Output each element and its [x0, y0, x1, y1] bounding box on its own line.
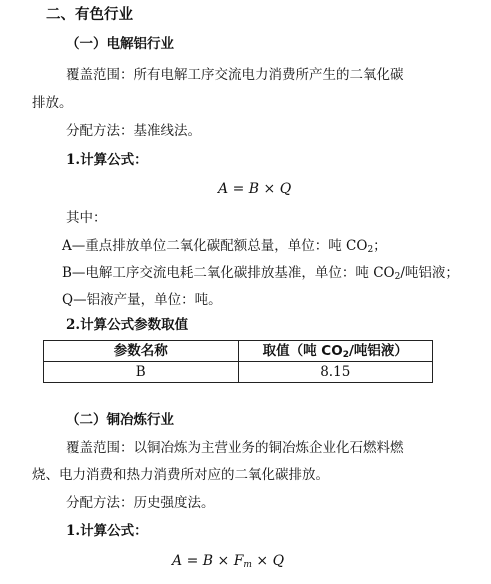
formula-heading-aluminum: 1.计算公式：	[66, 152, 148, 168]
formula-times: ×	[251, 553, 273, 569]
table-row	[44, 362, 433, 383]
formula-times: ×	[259, 181, 280, 197]
formula-heading-copper: 1.计算公式：	[66, 523, 148, 539]
coverage-aluminum-line1: 覆盖范围：所有电解工序交流电力消费所产生的二氧化碳	[66, 67, 404, 83]
subsection-heading-aluminum: （一）电解铝行业	[66, 36, 174, 52]
coverage-copper-line1: 覆盖范围：以铜冶炼为主营业务的铜冶炼企业化石燃料燃	[66, 440, 404, 456]
table-cell-name: B	[44, 362, 239, 383]
formula-copper	[172, 552, 284, 570]
where-label: 其中：	[66, 210, 107, 226]
definition-q: Q—铝液产量，单位：吨。	[62, 292, 222, 308]
formula-var-a: A	[172, 553, 183, 569]
definition-a: A—重点排放单位二氧化碳配额总量，单位：吨 $CO_2$；	[62, 238, 387, 255]
formula-equals: =	[182, 553, 203, 569]
formula-times: ×	[213, 553, 234, 569]
formula-aluminum	[218, 180, 291, 198]
definition-b: B—电解工序交流电耗二氧化碳排放基准，单位：吨 $CO_2/$吨铝液；	[62, 265, 459, 282]
formula-equals: =	[228, 181, 249, 197]
formula-var-f-sub: m	[243, 560, 252, 570]
formula-var-q: Q	[272, 553, 285, 569]
table-cell-value: 8.15	[238, 362, 433, 383]
formula-var-b: B	[202, 553, 214, 569]
coverage-copper-line2: 烧、电力消费和热力消费所对应的二氧化碳排放。	[32, 467, 329, 483]
formula-var-a: A	[218, 181, 229, 197]
table-header-value: 取值（吨 $CO_2/$吨铝液）	[238, 341, 433, 362]
parameter-table	[43, 340, 433, 383]
subsection-heading-copper: （二）铜冶炼行业	[66, 412, 174, 428]
param-heading-aluminum: 2.计算公式参数取值	[66, 317, 189, 333]
formula-var-f: F	[233, 553, 244, 569]
formula-var-b: B	[248, 181, 260, 197]
table-header-row	[44, 341, 433, 362]
coverage-aluminum-line2: 排放。	[32, 95, 73, 111]
section-title: 二、有色行业	[46, 6, 133, 23]
table-header-name: 参数名称	[44, 341, 239, 362]
method-copper: 分配方法：历史强度法。	[66, 495, 215, 511]
formula-var-q: Q	[279, 181, 292, 197]
method-aluminum: 分配方法：基准线法。	[66, 123, 201, 139]
